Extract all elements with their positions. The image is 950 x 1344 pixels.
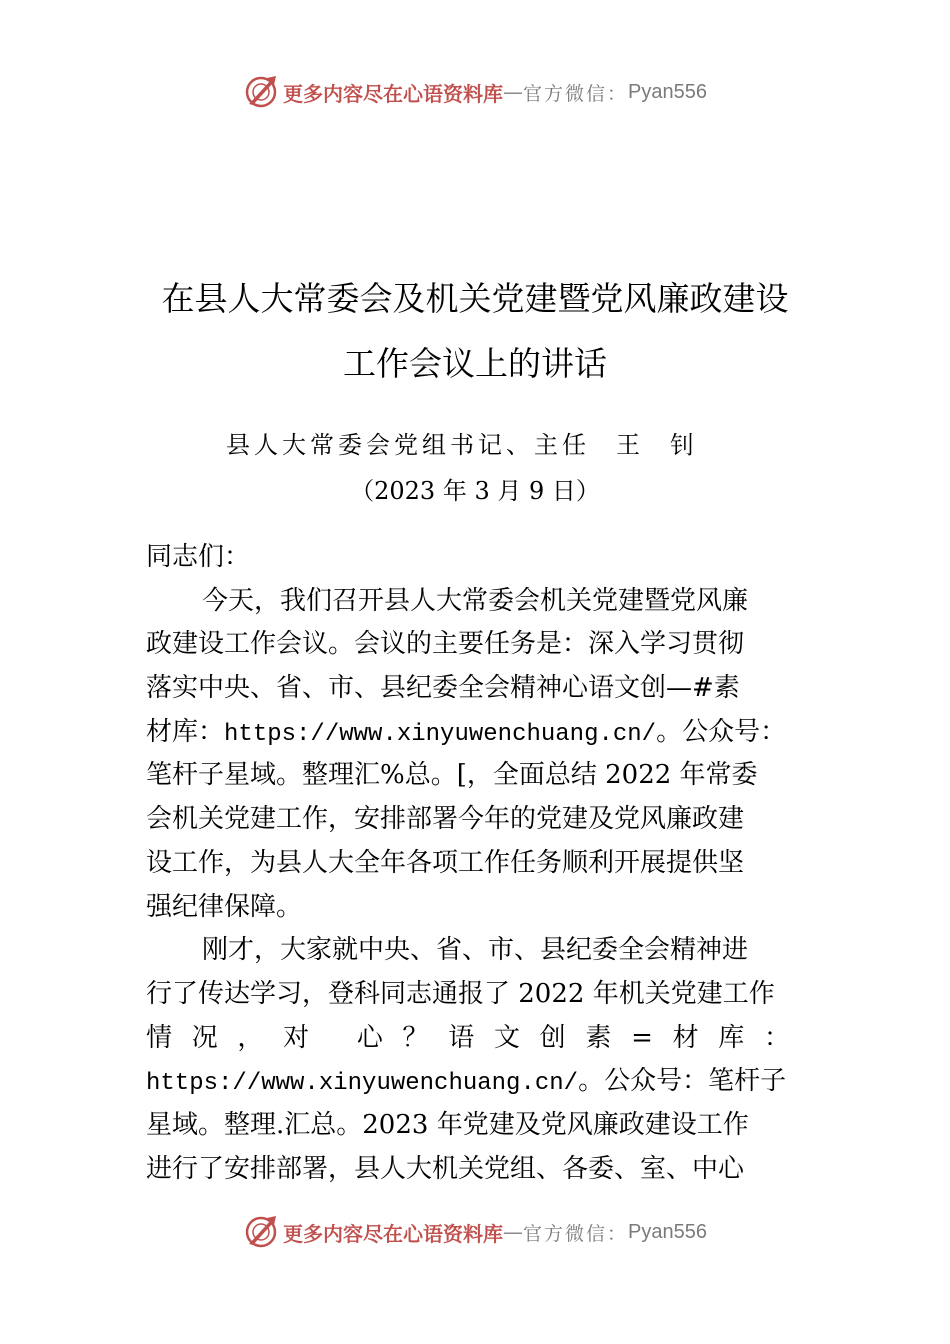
watermark-account-id: Pyan556 [628,1220,707,1243]
document-body [146,536,808,1191]
paragraph1-line: 政建设工作会议。会议的主要任务是：深入学习贯彻 [146,629,745,660]
watermark-account-id: Pyan556 [628,80,707,103]
author-name: 王钊 [616,431,724,459]
watermark-main-text: 更多内容尽在心语资料库 [283,81,503,106]
watermark-dash: — [503,1220,523,1244]
watermark-official-label: 官方微信： [523,82,629,105]
paragraph2-line: 进行了安排部署，县人大机关党组、各委、室、中心 [146,1153,745,1184]
author-line [0,428,950,462]
salutation: 同志们： [146,542,251,572]
paragraph1-line: 笔杆子星域。整理汇%总。[，全面总结 2022 年常委 [146,760,758,791]
paragraph2-line: 行了传达学习，登科同志通报了 2022 年机关党建工作 [146,978,775,1009]
paragraph1-line: 落实中央、省、市、县纪委全会精神心语文创—#素 [146,673,740,704]
watermark-official-label: 官方微信： [523,1222,629,1245]
document-title-line2: 工作会议上的讲话 [343,344,607,383]
url-link[interactable]: https://www.xinyuwenchuang.cn/ [224,720,657,748]
quill-logo-icon [243,1214,279,1250]
paragraph2-line: 星域。整理.汇总。2023 年党建及党风廉政建设工作 [146,1109,749,1140]
paragraph2-line [146,1060,808,1104]
author-role: 县人大常委会党组书记、主任 [226,431,590,459]
document-date: （2023 年 3 月 9 日） [350,477,600,505]
document-title-line1: 在县人大常委会及机关党建暨党风廉政建设 [161,279,789,318]
line-suffix: 。公众号： [656,716,787,747]
paragraph1-line: 设工作，为县人大全年各项工作任务顺利开展提供坚 [146,847,745,878]
url-link[interactable]: https://www.xinyuwenchuang.cn/ [146,1070,579,1098]
watermark-banner-top [0,70,950,114]
paragraph1-line [146,711,808,755]
paragraph2-line: 刚才，大家就中央、省、市、县纪委全会精神进 [202,935,749,966]
line-prefix: 材库： [146,716,225,747]
line-suffix: 。公众号：笔杆子 [578,1066,787,1097]
watermark-main-text: 更多内容尽在心语资料库 [283,1221,503,1246]
paragraph2-line-spread: 情况，对 心？语文创素=材库： [146,1022,808,1053]
paragraph1-line: 今天，我们召开县人大常委会机关党建暨党风廉 [202,585,749,616]
paragraph1-line: 强纪律保障。 [146,891,303,922]
watermark-dash: — [503,80,523,104]
paragraph1-line: 会机关党建工作，安排部署今年的党建及党风廉政建 [146,804,745,835]
quill-logo-icon [243,74,279,110]
watermark-banner-bottom [0,1210,950,1254]
